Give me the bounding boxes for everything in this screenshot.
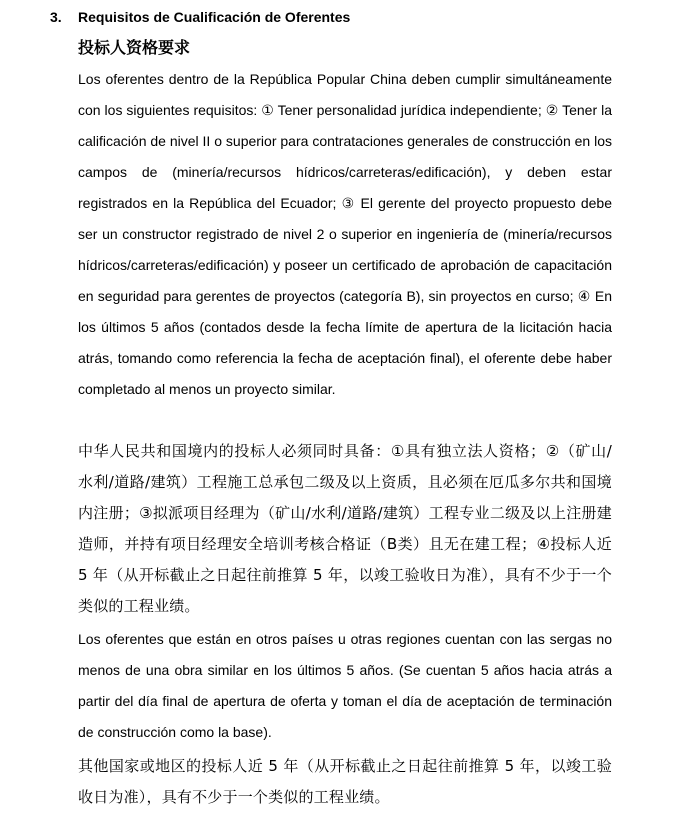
section-title: Requisitos de Cualificación de Oferentes — [78, 9, 351, 25]
chinese-requirements-paragraph: 中华人民共和国境内的投标人必须同时具备：①具有独立法人资格；②（矿山/水利/道路/建筑）工程施工总承包二级及以上资质，且必须在厄瓜多尔共和国境内注册；③拟派项目经理为（矿山/水利/道路/建筑）工程专业二级及以上注册建造师，并持有项目经理安全培训考核合格证（B类）且无在建工程；④投标人近 5 年（从开标截止之日起往前推算 5 年，以竣工验收日为准），具有不少于一个类似的工程业绩。 — [78, 442, 612, 615]
spanish-requirements-paragraph: Los oferentes dentro de la República Popular China deben cumplir simultáneamente con los siguientes requisitos: ① Tener personalidad jurídica independiente; ② Tener la calificación de nivel II o superior para contrataciones generales de construcción en los campos de (minería/recursos hídricos/carreteras/edificación), y deben estar registrados en la República del Ecuador; ③ El gerente del proyecto propuesto debe ser un constructor registrado de nivel 2 o superior en ingeniería de (minería/recursos hídricos/carreteras/edificación) y poseer un certificado de aprobación de capacitación en seguridad para gerentes de proyectos (categoría B), sin proyectos en curso; ④ En los últimos 5 años (contados desde la fecha límite de apertura de la licitación hacia atrás, tomando como referencia la fecha de aceptación final), el oferente debe haber completado al menos un proyecto similar. — [78, 71, 612, 397]
chinese-section-title: 投标人资格要求 — [78, 38, 191, 57]
spanish-foreign-bidders-paragraph: Los oferentes que están en otros países u otras regiones cuentan con las sergas no menos de una obra similar en los últimos 5 años. (Se cuentan 5 años hacia atrás a partir del día final de apertura de oferta y toman el día de aceptación de terminación de construcción como la base). — [78, 631, 612, 740]
section-heading — [50, 6, 350, 28]
chinese-foreign-bidders-paragraph: 其他国家或地区的投标人近 5 年（从开标截止之日起往前推算 5 年，以竣工验收日为准），具有不少于一个类似的工程业绩。 — [78, 757, 612, 806]
section-number: 3. — [50, 9, 62, 25]
